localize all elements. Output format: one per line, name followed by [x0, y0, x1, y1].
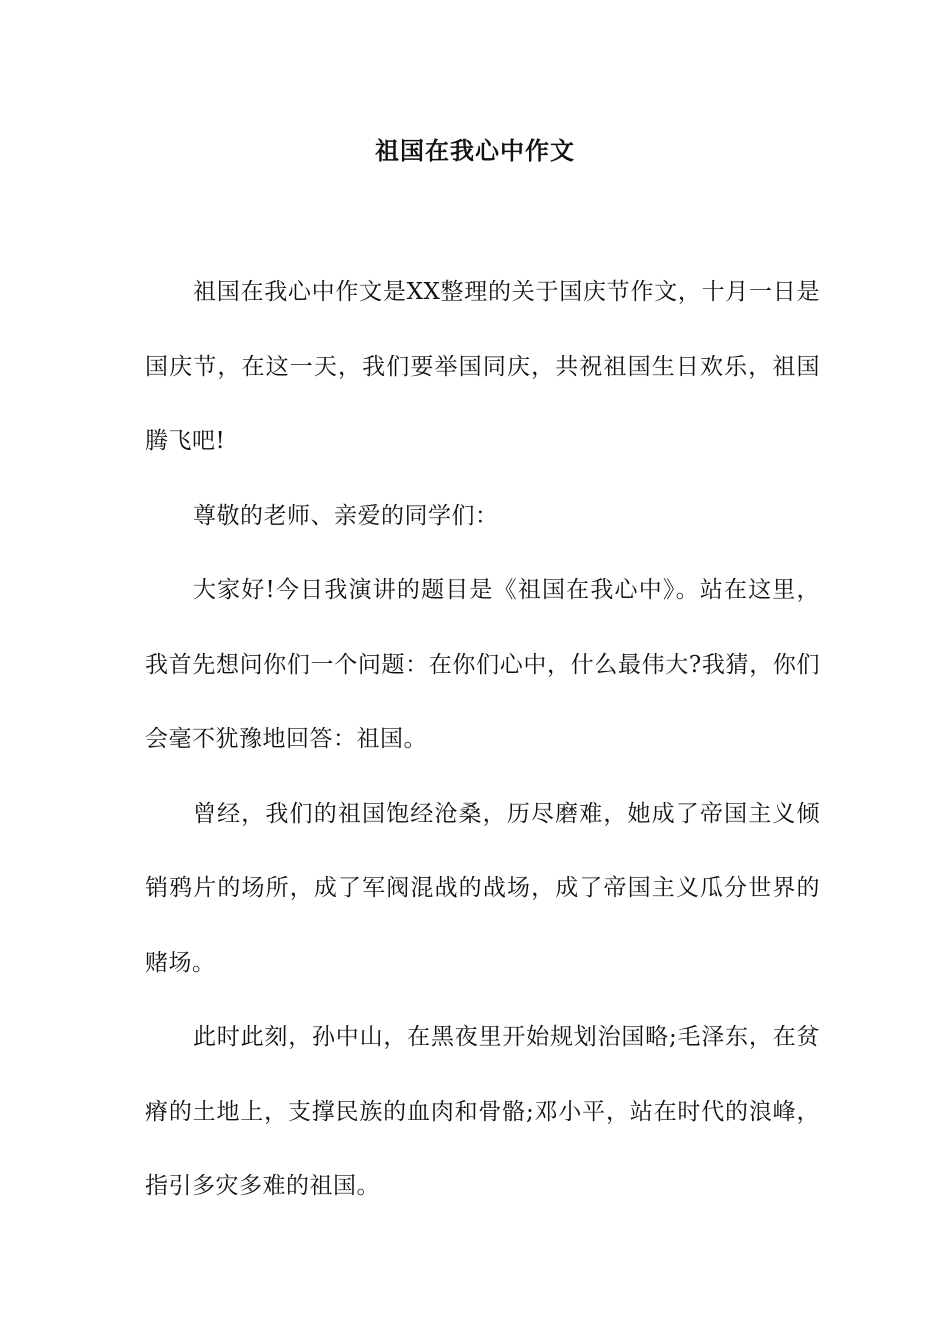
paragraph-history: 曾经，我们的祖国饱经沧桑，历尽磨难，她成了帝国主义倾销鸦片的场所，成了军阀混战的战场，成了帝国主义瓜分世界的赌场。 — [145, 800, 820, 976]
document-body — [145, 255, 820, 1224]
paragraph-intro: 祖国在我心中作文是XX整理的关于国庆节作文，十月一日是国庆节，在这一天，我们要举国同庆，共祝祖国生日欢乐，祖国腾飞吧! — [145, 279, 820, 454]
paragraph-greeting: 大家好!今日我演讲的题目是《祖国在我心中》。站在这里，我首先想问你们一个问题：在你们心中，什么最伟大?我猜，你们会毫不犹豫地回答：祖国。 — [145, 577, 820, 752]
document-title: 祖国在我心中作文 — [375, 137, 575, 165]
paragraph-salutation: 尊敬的老师、亲爱的同学们： — [193, 502, 499, 529]
paragraph-leaders: 此时此刻，孙中山，在黑夜里开始规划治国略;毛泽东，在贫瘠的土地上，支撑民族的血肉和骨骼;邓小平，站在时代的浪峰，指引多灾多难的祖国。 — [145, 1024, 820, 1199]
